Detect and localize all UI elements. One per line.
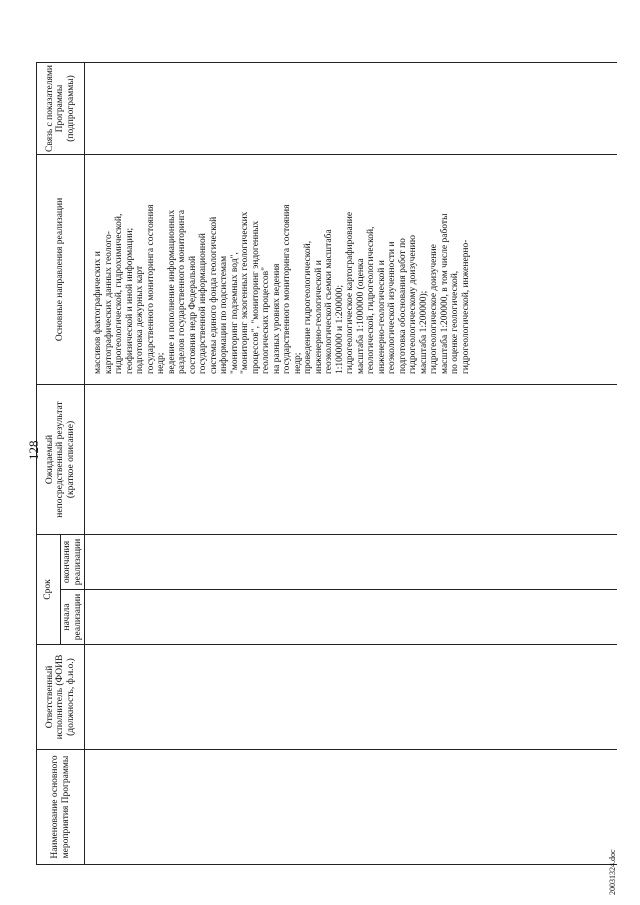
cell-main-event bbox=[85, 750, 617, 865]
directions-line: гидрогеологическое картографирование bbox=[345, 211, 355, 374]
directions-line: картографических данных геолого- bbox=[103, 231, 114, 374]
directions-line: геоэкологической изученности и bbox=[387, 241, 397, 374]
header-expected-result: Ожидаемый непосредственный результат (краткое описание) bbox=[37, 385, 85, 535]
directions-line: геофизической и иной информации; bbox=[124, 227, 135, 374]
cell-directions bbox=[85, 155, 617, 385]
document-code: 20031324.doc bbox=[608, 849, 617, 895]
directions-line: недр; bbox=[156, 352, 166, 374]
directions-line: разделов государственного мониторинга bbox=[177, 209, 187, 374]
directions-line: государственной информационной bbox=[198, 233, 208, 374]
directions-line: информации по подсистемам bbox=[219, 255, 229, 374]
header-responsible: Ответственный исполнитель (ФОИВ (должность, ф.и.о.) bbox=[37, 645, 85, 750]
directions-line: "мониторинг экзогенных геологических bbox=[240, 211, 250, 374]
directions-line: состояния недр Федеральной bbox=[187, 255, 198, 374]
directions-line: гидрогеологическое доизучение bbox=[429, 244, 439, 374]
header-end: окончания реализации bbox=[61, 535, 85, 590]
directions-line: системы единого фонда геологической bbox=[208, 216, 219, 374]
directions-line: геологической, гидрогеологической, bbox=[366, 226, 376, 374]
header-indicators-link: Связь с показателями Программы (подпрограммы) bbox=[37, 63, 85, 155]
header-period: Срок bbox=[37, 535, 61, 645]
header-start: начала реализации bbox=[61, 590, 85, 645]
directions-line: масштаба 1:200000, в том числе работы bbox=[439, 213, 450, 374]
cell-end bbox=[85, 535, 617, 590]
directions-line: проведение гидрогеологической, bbox=[303, 240, 313, 374]
directions-line: инженерно-геологической и bbox=[313, 260, 324, 374]
program-events-table bbox=[36, 62, 617, 865]
directions-line: геологических процессов" bbox=[261, 266, 271, 374]
directions-text bbox=[85, 155, 471, 384]
directions-line: масштаба 1:1000000 (оценка bbox=[355, 258, 366, 374]
directions-line: "мониторинг подземных вод", bbox=[229, 252, 240, 374]
directions-line: гидрогеологической, гидрохимической, bbox=[114, 213, 124, 374]
directions-line: инженерно-геологической и bbox=[376, 260, 387, 374]
header-main-event: Наименование основного мероприятия Программы bbox=[37, 750, 85, 865]
directions-line: масштаба 1:200000); bbox=[418, 290, 429, 374]
directions-line: государственного мониторинга состояния bbox=[145, 204, 156, 374]
directions-line: ведение и пополнение информационных bbox=[166, 209, 177, 374]
directions-line: процессов", "мониторинг эндогенных bbox=[250, 220, 261, 374]
cell-indicators-link bbox=[85, 63, 617, 155]
directions-line: гидрогеологическому доизучению bbox=[408, 235, 418, 374]
directions-line: подготовка дежурных карт bbox=[135, 265, 145, 374]
page-number: 128 bbox=[26, 440, 41, 460]
directions-line: 1:1000000 и 1:200000; bbox=[334, 284, 345, 374]
directions-line: подготовка обоснования работ по bbox=[397, 238, 408, 374]
header-directions: Основные направления реализации bbox=[37, 155, 85, 385]
cell-responsible bbox=[85, 645, 617, 750]
directions-line: гидрогеологической, инженерно- bbox=[460, 239, 471, 374]
cell-start bbox=[85, 590, 617, 645]
directions-line: геоэкологической съемки масштаба bbox=[324, 229, 334, 374]
directions-line: на разных уровнях ведения bbox=[271, 263, 282, 374]
directions-line: по оценке геологической, bbox=[450, 270, 460, 374]
cell-expected-result bbox=[85, 385, 617, 535]
directions-line: государственного мониторинга состояния bbox=[282, 204, 292, 374]
directions-line: недр; bbox=[292, 352, 303, 374]
directions-line: массивов фактографических и bbox=[93, 251, 103, 374]
